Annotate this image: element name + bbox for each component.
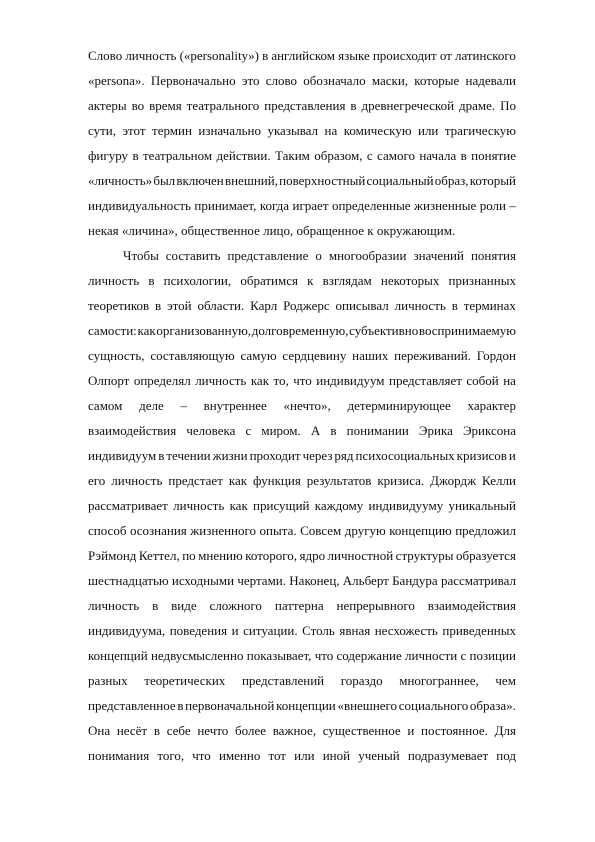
word: ученый: [358, 748, 400, 763]
word: образуется: [455, 548, 516, 563]
word: в: [152, 598, 159, 613]
word: в: [148, 273, 155, 288]
word: сердцевину: [282, 348, 347, 363]
word: Альберт: [342, 573, 389, 588]
word: индивидуальность: [88, 198, 191, 213]
word: предложил: [455, 523, 516, 538]
word: организованную,: [156, 323, 252, 338]
text-line: [88, 543, 516, 568]
word: играет: [292, 198, 329, 213]
word: результатов: [306, 473, 372, 488]
word: что: [192, 748, 211, 763]
word: социального: [398, 698, 469, 713]
word: его: [88, 473, 106, 488]
word: в: [153, 723, 160, 738]
word: личность: [111, 473, 163, 488]
text-line: [88, 743, 516, 768]
word: образа».: [469, 698, 516, 713]
word: этой: [167, 298, 192, 313]
word: надевали: [465, 73, 516, 88]
word: концепции: [276, 698, 336, 713]
word: понимания: [88, 748, 150, 763]
word: через: [302, 448, 333, 463]
word: присущий: [253, 498, 310, 513]
text-line: [88, 643, 516, 668]
text-line: [88, 318, 516, 343]
word: нечто: [197, 723, 229, 738]
word: взглядам: [322, 273, 372, 288]
word: в: [132, 148, 139, 163]
text-line: [88, 568, 516, 593]
word: иной: [322, 748, 351, 763]
word: Чтобы: [123, 248, 159, 263]
word: А: [310, 423, 321, 438]
word: время: [149, 98, 182, 113]
word: паттерна: [274, 598, 324, 613]
word: ряд: [334, 448, 354, 463]
word: языке: [338, 48, 370, 63]
word: описывал: [335, 298, 389, 313]
word: самости:: [88, 323, 137, 338]
paragraph-1: [88, 43, 516, 243]
word: и: [407, 723, 415, 738]
word: долговременную,: [251, 323, 349, 338]
word: индивидуум: [316, 373, 385, 388]
word: происходит: [372, 48, 437, 63]
word: Наконец,: [289, 573, 340, 588]
word: определял: [133, 373, 191, 388]
word: определенные: [331, 198, 411, 213]
text-line: [88, 693, 516, 718]
word: теоретиков: [88, 298, 150, 313]
word: маски,: [371, 73, 409, 88]
word: Таким: [274, 148, 310, 163]
word: человека: [186, 423, 236, 438]
word: показывает,: [246, 648, 312, 663]
word: Для: [494, 723, 516, 738]
word: что: [314, 648, 334, 663]
word: Карл: [250, 298, 278, 313]
word: самом: [88, 398, 123, 413]
word: виде: [171, 598, 197, 613]
word: и: [508, 448, 516, 463]
word: опыта.: [259, 523, 297, 538]
word: обозначало: [303, 73, 366, 88]
word: который: [469, 173, 516, 188]
word: «внешнего: [337, 698, 398, 713]
text-line: [88, 668, 516, 693]
word: «нечто»,: [283, 398, 331, 413]
word: то,: [273, 373, 289, 388]
word: собой: [466, 373, 499, 388]
word: поведения: [169, 623, 228, 638]
word: о: [315, 248, 322, 263]
word: личность: [88, 598, 140, 613]
word: роли: [479, 198, 506, 213]
word: «persona».: [88, 73, 145, 88]
word: которые: [414, 73, 460, 88]
word: внутреннее: [203, 398, 267, 413]
word: Джордж: [430, 473, 477, 488]
word: ситуации.: [243, 623, 298, 638]
word: как: [137, 323, 156, 338]
word: как: [229, 498, 248, 513]
word: представлений: [241, 673, 325, 688]
word: понятие: [471, 148, 516, 163]
word: термин: [152, 123, 192, 138]
word: другую: [344, 523, 386, 538]
word: Келли: [482, 473, 516, 488]
text-line: [88, 343, 516, 368]
word: к: [307, 273, 314, 288]
word: и: [231, 623, 239, 638]
word: Олпорт: [88, 373, 130, 388]
word: представляет: [388, 373, 462, 388]
word: понятия: [470, 248, 516, 263]
word: представление: [227, 248, 309, 263]
word: многообразии: [328, 248, 407, 263]
word: Эрика: [418, 423, 453, 438]
word: рассматривает: [88, 498, 168, 513]
word: первоначальной: [185, 698, 275, 713]
word: индивидуума,: [88, 623, 166, 638]
word: переживаний.: [394, 348, 471, 363]
word: осознания: [129, 523, 187, 538]
word: личность: [195, 373, 247, 388]
word: концепций: [88, 648, 148, 663]
word: в: [177, 698, 184, 713]
word: взаимодействия: [427, 598, 516, 613]
word: фигуру: [88, 148, 129, 163]
word: Гордон: [476, 348, 516, 363]
text-line: [88, 618, 516, 643]
word: Кеттел,: [138, 548, 180, 563]
word: трагическую: [444, 123, 516, 138]
text-line: [88, 68, 516, 93]
text-line: [88, 43, 516, 68]
word: личность: [173, 498, 225, 513]
text-line: [88, 193, 516, 218]
word: Бандура: [392, 573, 438, 588]
word: Совсем: [300, 523, 342, 538]
word: непрерывного: [336, 598, 415, 613]
word: несёт: [116, 723, 148, 738]
word: социальный: [366, 173, 434, 188]
word: чертами.: [237, 573, 287, 588]
word: кризиса.: [377, 473, 425, 488]
word: признанных: [448, 273, 516, 288]
word: «личность»: [88, 173, 153, 188]
word: включен: [176, 173, 224, 188]
word: По: [500, 98, 516, 113]
word: начала: [419, 148, 457, 163]
word: под: [496, 748, 516, 763]
word: миром.: [261, 423, 301, 438]
word: с: [366, 148, 373, 163]
word: указывал: [267, 123, 319, 138]
word: способ: [88, 523, 127, 538]
word: которого,: [245, 548, 297, 563]
word: субъективно: [349, 323, 419, 338]
word: жизни: [212, 448, 248, 463]
word: содержание: [336, 648, 402, 663]
word: театрального: [186, 98, 260, 113]
word: английском: [271, 48, 336, 63]
word: представления: [264, 98, 346, 113]
text-line: [88, 593, 516, 618]
word: как: [250, 373, 270, 388]
word: тот: [268, 748, 286, 763]
word: самую: [240, 348, 277, 363]
word: в: [155, 298, 162, 313]
word: –: [509, 198, 516, 213]
word: гораздо: [340, 673, 383, 688]
word: Рэймонд: [88, 548, 137, 563]
text-line: [88, 368, 516, 393]
word: позиции: [469, 648, 516, 663]
word: составить: [165, 248, 221, 263]
word: Роджерс: [283, 298, 330, 313]
document-page: [88, 43, 516, 768]
word: кризисов: [456, 448, 507, 463]
word: жизненного: [190, 523, 257, 538]
text-line: [88, 518, 516, 543]
word: рассматривал: [440, 573, 516, 588]
word: составляющую: [150, 348, 235, 363]
word: изначально: [198, 123, 261, 138]
word: недвусмысленно: [150, 648, 244, 663]
word: представленное: [88, 698, 176, 713]
word: обратимся: [240, 273, 298, 288]
text-line: [88, 718, 516, 743]
text-line: [88, 143, 516, 168]
word: сути,: [88, 123, 116, 138]
word: ядро: [299, 548, 326, 563]
word: в: [262, 48, 269, 63]
word: слово: [265, 73, 298, 88]
text-line: [88, 243, 516, 268]
word: более: [235, 723, 266, 738]
word: Столь: [302, 623, 335, 638]
word: приведенных: [442, 623, 516, 638]
word: подразумевает: [407, 748, 489, 763]
word: («personality»): [179, 48, 259, 63]
word: детерминирующее: [347, 398, 451, 413]
word: структуры: [395, 548, 454, 563]
word: Первоначально: [150, 73, 236, 88]
word: был: [153, 173, 176, 188]
paragraph-2: [88, 243, 516, 768]
word: теоретических: [144, 673, 226, 688]
word: от: [439, 48, 452, 63]
text-line: [88, 493, 516, 518]
word: шестнадцатью: [88, 573, 169, 588]
text-line: некая «личина», общественное лицо, обращенное к окружающим.: [88, 223, 456, 238]
word: области.: [197, 298, 245, 313]
word: постоянное.: [421, 723, 488, 738]
word: в: [460, 148, 467, 163]
text-line: [88, 293, 516, 318]
word: образ,: [434, 173, 469, 188]
text-line: [88, 118, 516, 143]
word: на: [324, 123, 338, 138]
word: сущность,: [88, 348, 145, 363]
word: психосоциальных: [355, 448, 455, 463]
word: с: [245, 423, 252, 438]
word: или: [417, 123, 439, 138]
word: жизненные: [414, 198, 477, 213]
word: древнегреческой: [361, 98, 455, 113]
word: понимании: [346, 423, 409, 438]
word: несхожесть: [374, 623, 438, 638]
word: воспринимаемую: [418, 323, 516, 338]
word: в: [451, 298, 458, 313]
word: именно: [218, 748, 261, 763]
word: принимает,: [194, 198, 257, 213]
word: уникальный: [448, 498, 516, 513]
word: течении: [166, 448, 211, 463]
word: личность: [125, 48, 177, 63]
word: театральном: [142, 148, 213, 163]
word: в: [158, 448, 165, 463]
word: с: [460, 648, 467, 663]
word: по: [182, 548, 196, 563]
word: этот: [122, 123, 146, 138]
word: взаимодействия: [88, 423, 177, 438]
word: Она: [88, 723, 111, 738]
word: как: [228, 473, 248, 488]
word: в: [330, 423, 337, 438]
word: чем: [495, 673, 516, 688]
word: многограннее,: [399, 673, 479, 688]
word: личности: [405, 648, 458, 663]
word: терминах: [463, 298, 516, 313]
word: индивидууму: [368, 498, 444, 513]
word: существенное: [322, 723, 401, 738]
word: Эриксона: [462, 423, 516, 438]
text-line: [88, 468, 516, 493]
word: Слово: [88, 48, 123, 63]
word: это: [241, 73, 260, 88]
word: поверхностный: [279, 173, 366, 188]
word: латинского: [454, 48, 516, 63]
word: во: [131, 98, 145, 113]
word: разных: [88, 673, 128, 688]
word: проходит: [249, 448, 301, 463]
word: себе: [166, 723, 191, 738]
word: психологии,: [163, 273, 232, 288]
text-line: [88, 393, 516, 418]
word: драме.: [458, 98, 496, 113]
word: исходными: [171, 573, 235, 588]
word: деле: [139, 398, 164, 413]
word: сложного: [209, 598, 262, 613]
word: явная: [339, 623, 371, 638]
word: личностной: [327, 548, 394, 563]
text-line: [88, 93, 516, 118]
text-line: [88, 443, 516, 468]
word: предстает: [168, 473, 223, 488]
word: что: [293, 373, 312, 388]
word: образом,: [314, 148, 363, 163]
word: мнению: [198, 548, 243, 563]
word: каждому: [314, 498, 364, 513]
word: некоторых: [380, 273, 440, 288]
word: значений: [413, 248, 464, 263]
word: характер: [467, 398, 516, 413]
text-line: [88, 168, 516, 193]
word: самого: [377, 148, 415, 163]
text-line: [88, 418, 516, 443]
word: на: [503, 373, 516, 388]
word: актеры: [88, 98, 127, 113]
word: личность: [88, 273, 140, 288]
word: внешний,: [224, 173, 278, 188]
word: важное,: [272, 723, 317, 738]
word: концепцию: [389, 523, 452, 538]
word: личность: [394, 298, 446, 313]
text-line: [88, 268, 516, 293]
word: индивидуум: [88, 448, 157, 463]
word: –: [180, 398, 187, 413]
word: или: [294, 748, 315, 763]
word: комическую: [343, 123, 412, 138]
word: когда: [259, 198, 290, 213]
word: функция: [253, 473, 301, 488]
word: того,: [157, 748, 185, 763]
word: наших: [352, 348, 389, 363]
word: действии.: [216, 148, 271, 163]
word: в: [350, 98, 357, 113]
